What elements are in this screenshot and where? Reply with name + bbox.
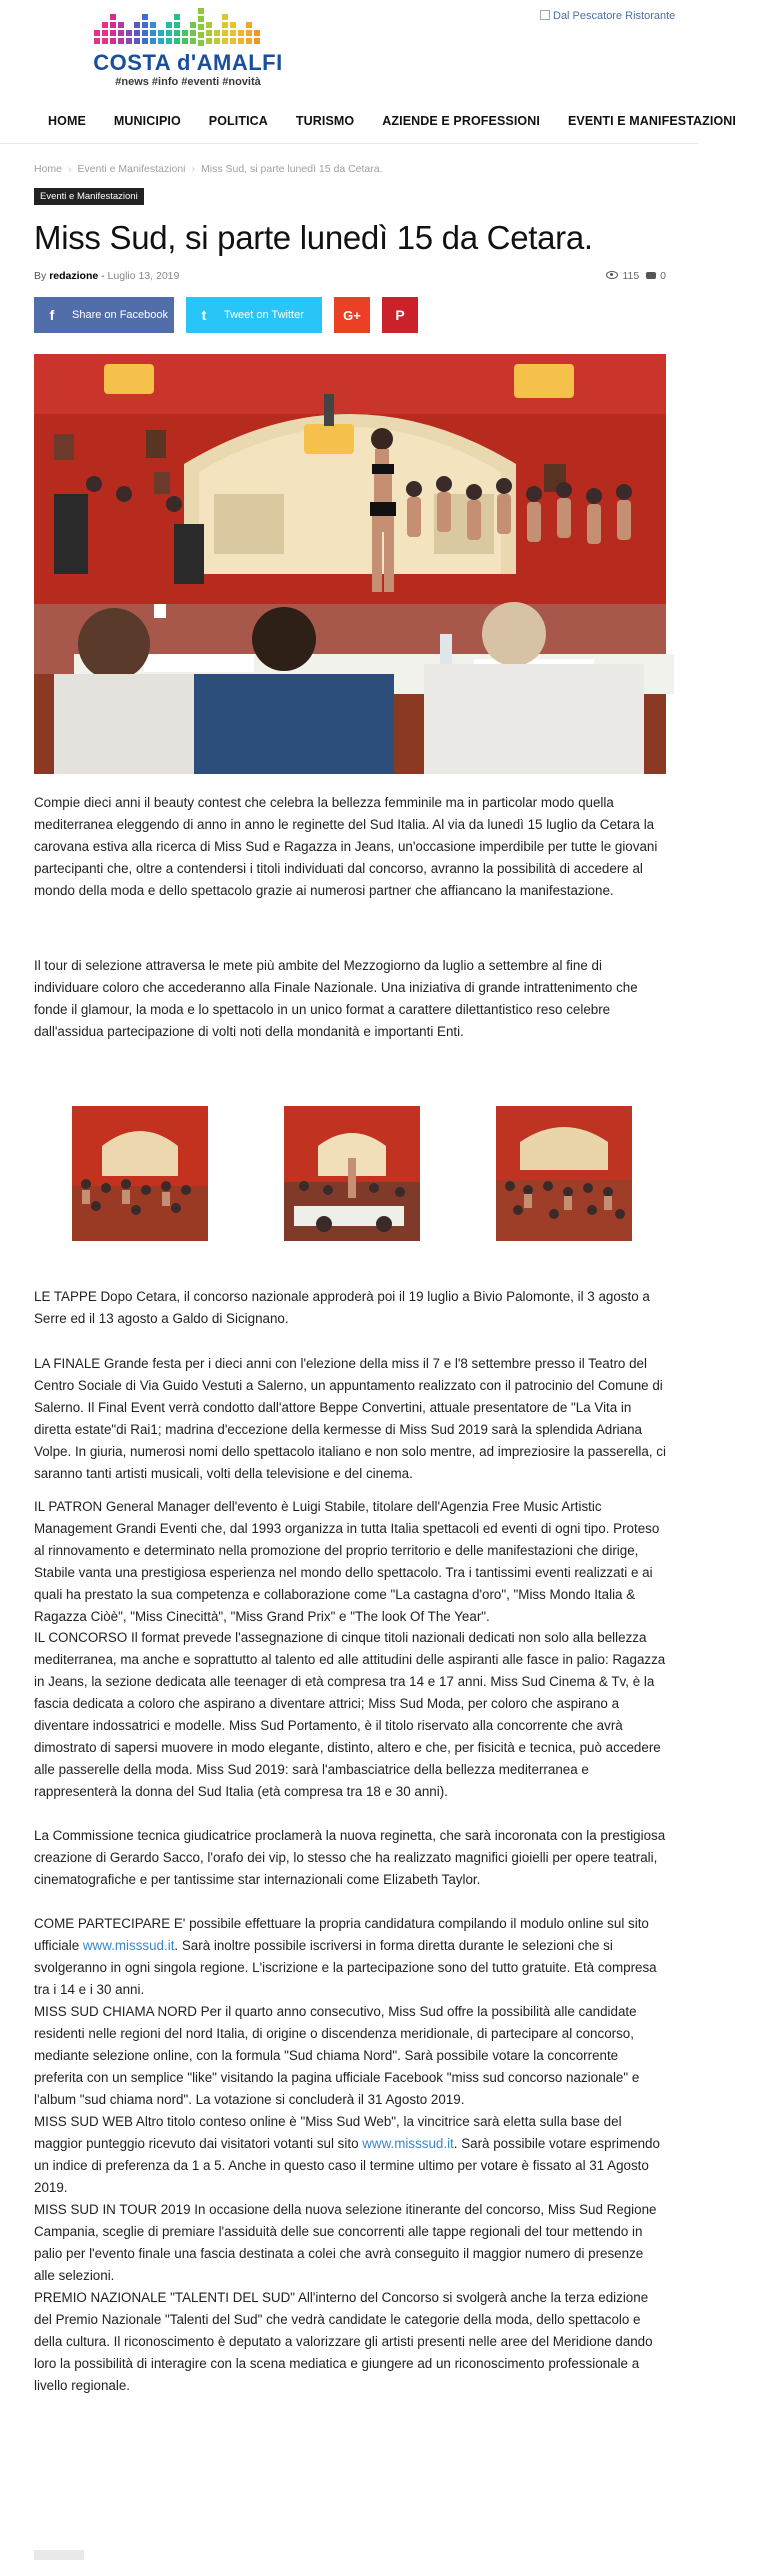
share-facebook-label: Share on Facebook bbox=[72, 309, 169, 321]
article-paragraph: Il tour di selezione attraversa le mete più ambite del Mezzogiorno da luglio a settembre al fine di individuare coloro che accederanno alla Finale Nazionale. Una iniziativa di grande intrattenimento che fonde il glamour, la moda e lo spettacolo in un unico format a carattere dilettantistico reso celebre dall'assidua partecipazione di volti noti della mondanità e importanti Enti. bbox=[34, 958, 638, 1039]
gallery-thumbnail[interactable] bbox=[72, 1106, 208, 1241]
paragraph-text: MISS SUD WEB Altro titolo conteso online è "Miss Sud Web", la vincitrice sarà eletta sulla base del maggior punteggio ricevuto dai visitatori votanti sul sito bbox=[34, 2114, 622, 2151]
article-paragraph: PREMIO NAZIONALE "TALENTI DEL SUD" All'interno del Concorso si svolgerà anche la terza edizione del Premio Nazionale "Talenti del Sud" che vedrà candidate le categorie della moda, dello spettacolo e della cultura. Il riconoscimento è deputato a valorizzare gli artisti presenti nelle aree del Meridione dando loro la possibilità di interagire con la scena mediatica e giungere ad un riconoscimento professionale a livello regionale. bbox=[34, 2290, 653, 2393]
gallery-thumbnail[interactable] bbox=[284, 1106, 420, 1241]
site-header bbox=[0, 0, 698, 95]
category-tag[interactable]: Eventi e Manifestazioni bbox=[34, 188, 144, 205]
site-logo[interactable] bbox=[88, 8, 288, 92]
article-paragraph: La Commissione tecnica giudicatrice proclamerà la nuova reginetta, che sarà incoronata con la prestigiosa creazione di Gerardo Sacco, l'orafo dei vip, lo stesso che ha realizzato magnifici gioielli per opere teatrali, cinematografiche e per tantissime star internazionali come Elizabeth Taylor. bbox=[34, 1828, 666, 1887]
logo-title: COSTA d'AMALFI bbox=[93, 50, 283, 75]
author-link[interactable]: redazione bbox=[49, 270, 99, 282]
main-navigation bbox=[0, 100, 736, 144]
article-title: Miss Sud, si parte lunedì 15 da Cetara. bbox=[34, 219, 593, 256]
nav-item-home[interactable]: HOME bbox=[48, 114, 86, 128]
breadcrumb bbox=[34, 163, 383, 175]
paragraph-text: . Sarà inoltre possibile iscriversi in forma diretta durante le selezioni che si svolgeranno in ogni singola regione. L'iscrizione e la partecipazione sono del tutto gratuite. Età compresa tra i 14 e i 30 anni. bbox=[34, 1938, 657, 1997]
share-twitter-label: Tweet on Twitter bbox=[224, 309, 304, 321]
pinterest-icon: P bbox=[395, 307, 405, 323]
nav-item-turismo[interactable]: TURISMO bbox=[295, 114, 355, 128]
article-paragraph: MISS SUD IN TOUR 2019 In occasione della nuova selezione itinerante del concorso, Miss Sud Regione Campania, sceglie di premiare l'assiduità delle sue concorrenti alle tappe regionali del tour mettendo in palio per l'evento finale una fascia destinata a colei che avrà conseguito il maggior numero di presenze alle selezioni. bbox=[34, 2202, 657, 2283]
views-count: 115 bbox=[622, 270, 640, 282]
article-paragraph bbox=[34, 1913, 666, 2001]
nav-item-municipio[interactable]: MUNICIPIO bbox=[113, 114, 181, 128]
breadcrumb-section[interactable]: Eventi e Manifestazioni bbox=[77, 163, 186, 175]
logo-tagline: #news #info #eventi #novità bbox=[115, 76, 261, 88]
gallery bbox=[72, 1106, 632, 1241]
breadcrumb-current: Miss Sud, si parte lunedì 15 da Cetara. bbox=[201, 163, 383, 175]
article-paragraph bbox=[34, 2111, 666, 2199]
advertisement-alt-text: Dal Pescatore Ristorante bbox=[553, 10, 676, 22]
hero-photo-illustration bbox=[34, 354, 666, 774]
gallery-thumbnail[interactable] bbox=[496, 1106, 632, 1241]
share-twitter-button[interactable] bbox=[186, 297, 322, 333]
article-paragraph: Compie dieci anni il beauty contest che celebra la bellezza femminile ma in particolar modo quella mediterranea eleggendo di anno in anno le reginette del Sud Italia. Al via da lunedì 15 luglio da Cetara la carovana estiva alla ricerca di Miss Sud e Ragazza in Jeans, un'occasione imperdibile per tutte le giovani partecipanti che, oltre a contendersi i titoli individuati dal concorso, avranno la possibilità di accedere al mondo della moda e dello spettacolo grazie ai numerosi partner che affiancano la manifestazione. bbox=[34, 795, 658, 898]
misssud-link[interactable]: www.misssud.it bbox=[82, 1938, 175, 1953]
meta-separator: - bbox=[101, 270, 108, 282]
tags-label-box bbox=[34, 2550, 84, 2560]
views-eye-icon bbox=[606, 271, 618, 279]
paragraph-text: . Sarà possibile votare esprimendo un indice di preferenza da 1 a 5. Anche in questo caso il termine ultimo per votare è fissato al 31 Agosto 2019. bbox=[34, 2136, 660, 2195]
misssud-link[interactable]: www.misssud.it bbox=[362, 2136, 454, 2151]
article-paragraph: LE TAPPE Dopo Cetara, il concorso nazionale approderà poi il 19 luglio a Bivio Palomonte, il 3 agosto a Serre ed il 13 agosto a Galdo di Sicignano. bbox=[34, 1289, 650, 1326]
comments-count[interactable]: 0 bbox=[660, 270, 666, 282]
article-hero-image[interactable] bbox=[34, 354, 666, 774]
comments-bubble-icon[interactable] bbox=[646, 272, 656, 279]
breadcrumb-separator-icon: › bbox=[68, 163, 72, 175]
article-paragraph: IL PATRON General Manager dell'evento è Luigi Stabile, titolare dell'Agenzia Free Music Artistic Management Grandi Eventi che, dal 1993 organizza in tutta Italia spettacoli ed eventi di ogni tipo. Proteso al rinnovamento e determinato nella promozione del proprio territorio e delle manifestazioni che dirige, Stabile vanta una prestigiosa esperienza nel mondo dello spettacolo. Tra i tantissimi eventi realizzati e ai quali ha prestato la sua competenza e collaborazione come "La castagna d'oro", "Miss Mondo Italia & Ragazza Ciòè", "Miss Cinecittà", "Miss Grand Prix" e "The look Of The Year". bbox=[34, 1499, 660, 1624]
broken-image-icon bbox=[540, 10, 550, 20]
advertisement-banner[interactable] bbox=[540, 10, 698, 30]
logo-equalizer-graphic bbox=[92, 8, 282, 48]
paragraph-text: COME PARTECIPARE E' possibile effettuare la propria candidatura compilando il modulo online sul sito ufficiale bbox=[34, 1916, 649, 1953]
breadcrumb-home[interactable]: Home bbox=[34, 163, 63, 175]
googleplus-icon: G+ bbox=[343, 307, 361, 323]
article-stats bbox=[602, 270, 666, 282]
nav-item-aziende[interactable]: AZIENDE E PROFESSIONI bbox=[382, 114, 540, 128]
article-paragraph: IL CONCORSO Il format prevede l'assegnazione di cinque titoli nazionali dedicati non solo alla bellezza mediterranea, ma anche e soprattutto al talento ed alle attitudini delle aspiranti alle fasce in palio: Ragazza in Jeans, la sezione dedicata alle teenager di età compresa tra 14 e 17 anni. Miss Sud Cinema & Tv, è la fascia dedicata a coloro che aspirano a diventare attrici; Miss Sud Moda, per coloro che aspirano a diventare indossatrici e modelle. Miss Sud Portamento, è il titolo riservato alla concorrente che avrà dimostrato di sapersi muovere in modo elegante, distinto, altero e che, per fisicità e tecnica, può accedere alle passerelle della moda. Miss Sud 2019: sarà l'ambasciatrice della bellezza mediterranea e rappresenterà la donna del Sud Italia (età compresa tra 18 e 30 anni). bbox=[34, 1630, 666, 1799]
article-paragraph: MISS SUD CHIAMA NORD Per il quarto anno consecutivo, Miss Sud offre la possibilità alle candidate residenti nelle regioni del nord Italia, di origine o discendenza meridionale, di partecipare al concorso, mediante selezione online, con la formula "Sud chiama Nord". Sarà possibile votare la concorrente preferita con un semplice "like" visitando la pagina ufficiale Facebook "miss sud concorso nazionale" e l'album "sud chiama nord". La votazione si concluderà il 31 Agosto 2019. bbox=[34, 2004, 640, 2107]
twitter-icon: t bbox=[201, 307, 207, 323]
share-googleplus-button[interactable] bbox=[334, 297, 370, 333]
share-facebook-button[interactable] bbox=[34, 297, 174, 333]
publish-date: Luglio 13, 2019 bbox=[107, 270, 180, 282]
nav-item-eventi[interactable]: EVENTI E MANIFESTAZIONI bbox=[567, 114, 736, 128]
breadcrumb-separator-icon: › bbox=[191, 163, 195, 175]
article-paragraph: LA FINALE Grande festa per i dieci anni con l'elezione della miss il 7 e l'8 settembre presso il Teatro del Centro Sociale di Via Guido Vestuti a Salerno, un appuntamento realizzato con il patrocinio del Comune di Salerno. Il Final Event verrà condotto dall'attore Beppe Convertini, attuale presentatore de "La Vita in diretta estate"di Rai1; madrina d'eccezione della kermesse di Miss Sud 2019 sarà la splendida Adriana Volpe. In giuria, numerosi nomi dello spettacolo italiano e non solo mentre, ad impreziosire la passerella, ci saranno tanti artisti musicali, volti della televisione e del cinema. bbox=[34, 1356, 666, 1481]
by-label: By bbox=[34, 270, 47, 282]
facebook-icon: f bbox=[49, 307, 55, 323]
article-meta bbox=[34, 270, 666, 286]
nav-item-politica[interactable]: POLITICA bbox=[208, 114, 268, 128]
share-pinterest-button[interactable] bbox=[382, 297, 418, 333]
